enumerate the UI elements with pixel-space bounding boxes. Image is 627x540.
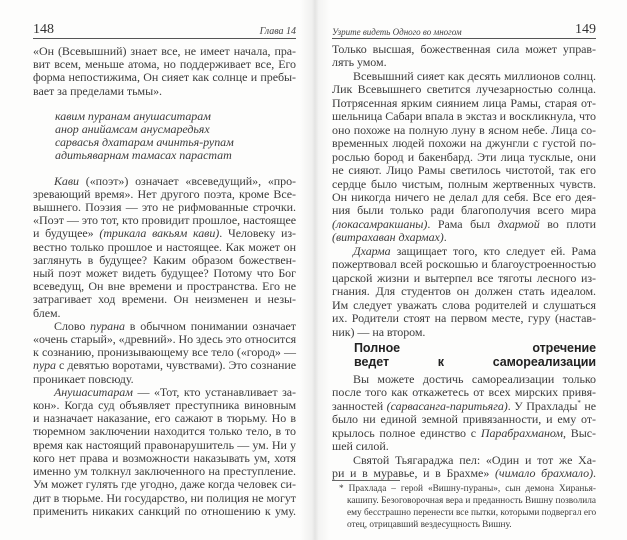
- text-run: Только высшая, божественная сила может управ-: [332, 42, 596, 56]
- text-run: зревающий время». Нет другого поэта, кроме Все-: [33, 186, 296, 201]
- text-line: [354, 341, 596, 355]
- text-line: [332, 151, 596, 164]
- italic-term: (витрахаван дхармах): [332, 230, 444, 245]
- right-page-body: [332, 43, 596, 481]
- text-run: «Поэт — это тот, кто провидит прошлое, настоящее: [33, 213, 296, 228]
- text-run: .: [443, 230, 447, 245]
- text-run: Вы можете достичь самореализации только: [353, 371, 596, 386]
- text-run: Всевышний сияет как десять миллионов солнц.: [353, 68, 596, 83]
- text-run: кон». Когда суд объявляет преступника виновным: [33, 398, 296, 413]
- text-line: [332, 285, 596, 298]
- text-run: «Он (Всевышний) знает все, не имеет начала, пра-: [33, 44, 296, 58]
- text-run: во плоти: [539, 216, 596, 231]
- left-page-body: [33, 45, 296, 518]
- paragraph: [33, 320, 296, 386]
- page-number: 149: [575, 22, 596, 37]
- italic-term: пура: [33, 358, 56, 373]
- footnote-rule: [332, 480, 400, 481]
- text-run: тюремном заключении находится только тело, в то: [33, 424, 296, 439]
- text-run: затрагивает ход времени. Он неизменен и незы-: [33, 292, 296, 307]
- text-run: дит в тюрьме. Ни государство, ни полиция не могут: [33, 490, 296, 505]
- text-run: вает за пределами тьмы».: [33, 83, 162, 98]
- text-line: [332, 299, 596, 312]
- text-line: [332, 467, 596, 480]
- text-run: проникает повсюду.: [33, 371, 134, 386]
- text-run: * Прахлада – герой «Вишну-пураны», сын демона Хиранья-: [339, 484, 596, 494]
- text-line: [354, 355, 596, 369]
- italic-term: Дхарма: [353, 243, 391, 258]
- text-line: [332, 191, 596, 204]
- footnote-text: [332, 483, 596, 531]
- left-page-header: [33, 22, 296, 39]
- text-line: [332, 218, 596, 231]
- text-run: кавим пуранам анушаситарам: [55, 108, 211, 123]
- text-line: [332, 373, 596, 386]
- text-run: Ум может гулять где угодно, даже когда человек си-: [33, 477, 296, 492]
- text-run: Им следует уважать слова родителей и слушаться: [332, 297, 596, 312]
- text-run: оно похоже на полную луну в ясном небе. Лица со-: [332, 122, 596, 137]
- text-run: , Выс-: [563, 425, 596, 440]
- text-run: гнания. Для студентов он должен стать идеалом.: [332, 284, 596, 299]
- text-run: анор анийамсам анусмаредьях: [55, 122, 210, 137]
- text-run: временных людей похожи на джунгли с густой по-: [332, 136, 596, 151]
- text-line: [332, 83, 596, 96]
- text-line: [33, 505, 296, 518]
- text-line: [332, 56, 596, 69]
- text-line: [332, 204, 596, 217]
- text-run: . Рама был: [427, 216, 498, 231]
- text-run: кашипу. Безоговорочная вера и преданность Вишну позволила: [347, 496, 596, 506]
- text-run: всеведущ, Он вне времени и пространства. Его не: [33, 279, 296, 294]
- text-run: и будущее»: [33, 226, 100, 241]
- book-gutter: [300, 0, 330, 540]
- text-line: [332, 258, 596, 271]
- text-line: [332, 413, 596, 426]
- text-line: [332, 483, 596, 495]
- text-run: ему бесстрашно перенести все пытки, которыми подвергал его: [347, 508, 597, 518]
- text-line: [332, 124, 596, 137]
- text-run: ный поэт может видеть будущее? Потому что Бог: [33, 266, 296, 281]
- italic-term: (локасамракшаны): [332, 216, 428, 231]
- text-run: Потрясенная ярким сиянием лица Рамы, старая от-: [332, 95, 596, 110]
- text-run: было ни единой земной привязанности, и ему от-: [332, 412, 596, 427]
- text-line: [55, 149, 296, 162]
- text-line: [332, 312, 596, 325]
- text-run: царской жизни и вытерпел все тяготы лесного из-: [332, 270, 596, 285]
- text-run: сарвасья дхатарам ачинтья-рупам: [55, 135, 234, 150]
- text-run: Лик Всевышнего светится лучезарностью солнца.: [332, 82, 596, 97]
- paragraph: [332, 373, 596, 454]
- text-run: ри и в муравье, и в Брахме»: [332, 466, 495, 481]
- text-line: [332, 326, 596, 339]
- paragraph: [332, 70, 596, 245]
- text-run: . У Прахлады: [507, 398, 578, 413]
- text-run: защищает того, кто следует ей. Рама: [390, 243, 596, 258]
- text-run: к сознанию, пронизывающему все тело («город» —: [33, 345, 296, 360]
- paragraph: [33, 386, 296, 518]
- paragraph: [33, 175, 296, 320]
- text-run: сердце было чистым, полным жертвенных чувств.: [332, 176, 596, 191]
- text-line: [332, 386, 596, 399]
- text-run: лять умом.: [332, 55, 387, 70]
- text-run: вит всем, меньше атома, но поддерживает все, Его: [33, 57, 296, 72]
- text-run: вестно только прошлое и настоящее. Как может он: [33, 239, 296, 254]
- text-run: и назначает наказание, его сажают в тюрьму. Но в: [33, 411, 296, 426]
- text-line: [332, 70, 596, 83]
- text-run: .: [593, 466, 596, 481]
- sanskrit-verse: [33, 110, 296, 163]
- text-run: не: [580, 398, 597, 413]
- text-line: [332, 272, 596, 285]
- text-run: — «Тот, кто устанавливает за-: [132, 384, 296, 399]
- text-run: не сияют. Лицо Рамы светилось чистотой, так его: [332, 163, 596, 178]
- italic-term: Кави: [54, 173, 79, 188]
- text-run: с девятью воротами, чувствами). Это сознание: [55, 358, 296, 373]
- text-line: [332, 97, 596, 110]
- text-run: крылось полное единство с: [332, 425, 481, 440]
- italic-term: пурана: [90, 318, 125, 333]
- italic-term: (сарвасанга-паритьяга): [386, 398, 508, 413]
- text-run: ник) — на втором.: [332, 324, 426, 339]
- footnote: [332, 480, 596, 531]
- text-line: [332, 454, 596, 467]
- italic-term: Анушаситарам: [54, 384, 133, 399]
- text-run: их. Родители стоят на первом месте, гуру (настав-: [332, 311, 596, 326]
- section-heading: [332, 341, 596, 369]
- text-run: адитьяварнам тамасах парастат: [55, 148, 232, 163]
- text-run: в обычном понимании означает: [124, 318, 296, 333]
- text-line: [332, 400, 596, 413]
- text-run: занностей: [332, 398, 387, 413]
- text-line: [332, 231, 596, 244]
- text-run: Слово: [54, 318, 91, 333]
- text-line: [332, 245, 596, 258]
- text-run: вышнего. Поэзия — это не рифмованные строчки.: [33, 200, 296, 215]
- text-line: [332, 43, 596, 56]
- italic-term: (чимало брахмало): [494, 466, 594, 481]
- text-run: после того как откажетесь от всех мирских привя-: [332, 385, 596, 400]
- text-line: [332, 440, 596, 453]
- right-page-header: [332, 22, 596, 39]
- text-run: именно ум толкнул заключенного на преступление.: [33, 464, 296, 479]
- text-line: [332, 178, 596, 191]
- paragraph: [332, 454, 596, 481]
- text-line: [332, 137, 596, 150]
- text-line: [332, 164, 596, 177]
- text-line: [332, 507, 596, 519]
- text-run: ния были только ради благополучия всего мира: [332, 203, 596, 218]
- text-run: («поэт») означает «всеведущий», «про-: [78, 173, 296, 188]
- paragraph: [332, 43, 596, 70]
- text-run: . Человеку из-: [219, 226, 297, 241]
- text-run: заглянуть в будущее? Каким образом божествен-: [33, 252, 296, 267]
- text-line: [332, 519, 596, 531]
- text-run: ведет к самореализации: [354, 354, 596, 369]
- text-run: форма непостижима, Он сияет как солнце и пребы-: [33, 70, 296, 85]
- text-line: [33, 293, 296, 306]
- text-run: Святой Тьягараджа пел: «Один и тот же Ха-: [353, 452, 596, 467]
- text-run: кого нет права и возможности наказывать ум, хотя: [33, 450, 296, 465]
- italic-term: дхармой: [497, 216, 540, 231]
- running-head: Узрите видеть Одного во многом: [332, 27, 462, 37]
- text-run: «очень старый», «древний». Но здесь это относится: [33, 332, 297, 347]
- running-head: Глава 14: [259, 26, 296, 37]
- text-run: отец, отрицавший вездесущность Вишну.: [347, 520, 512, 530]
- text-run: время как настоящий правонарушитель — ум. Ни у: [33, 437, 296, 452]
- text-run: применить никаких санкций по отношению к уму.: [33, 503, 296, 518]
- text-run: пожертвовал всей роскошью и благоустроенностью: [332, 257, 596, 272]
- paragraph: [33, 45, 296, 98]
- italic-term: Парабрахманом: [480, 425, 564, 440]
- paragraph: [332, 245, 596, 339]
- text-run: Он никогда ничего не делал для себя. Все его дея-: [332, 189, 596, 204]
- text-line: [332, 110, 596, 123]
- text-line: [332, 495, 596, 507]
- text-line: [332, 427, 596, 440]
- text-line: [33, 85, 296, 98]
- text-run: блем.: [33, 305, 61, 320]
- text-run: рослью бород и бакенбард. Эти лица тусклые, они: [332, 149, 596, 164]
- text-run: шельница Сабари впала в экстаз и воскликнула, что: [332, 109, 596, 124]
- text-run: Полное отречение: [354, 340, 596, 355]
- footnote-marker: *: [577, 398, 581, 407]
- text-run: шей силой.: [332, 439, 389, 454]
- page-number: 148: [33, 22, 54, 37]
- italic-term: (трикала вакьям кави): [99, 226, 220, 241]
